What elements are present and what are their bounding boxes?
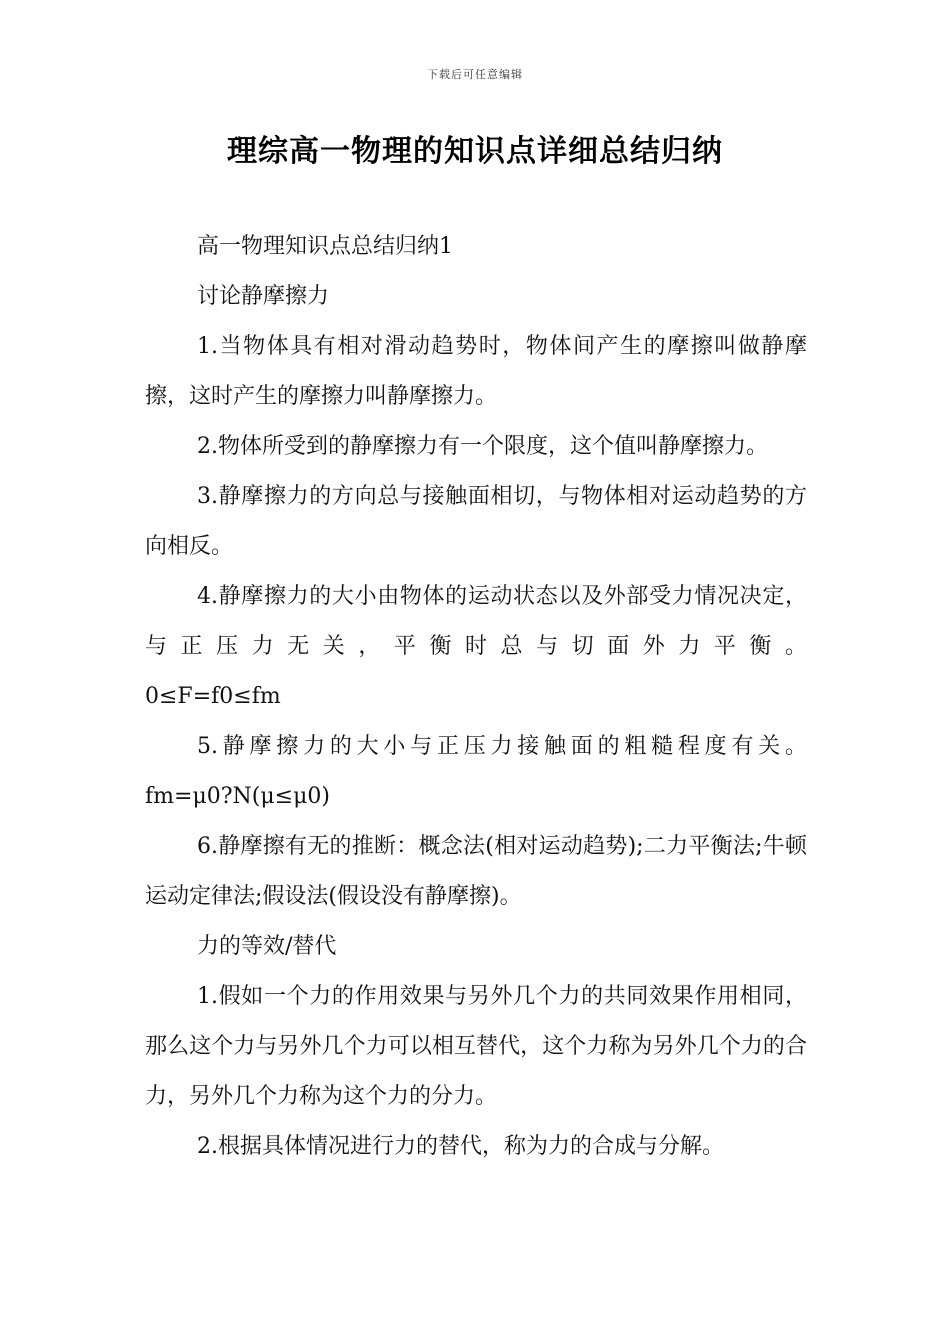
paragraph <box>145 572 807 672</box>
formula-line: fm=μ0?N(μ≤μ0) <box>145 784 330 809</box>
paragraph: 3.静摩擦力的方向总与接触面相切，与物体相对运动趋势的方向相反。 <box>145 484 807 559</box>
header-note: 下载后可任意编辑 <box>427 68 523 81</box>
paragraph <box>145 722 807 772</box>
paragraph: 6.静摩擦有无的推断：概念法(相对运动趋势);二力平衡法;牛顿运动定律法;假设法(假设没有静摩擦)。 <box>145 834 807 909</box>
section-heading: 高一物理知识点总结归纳1 <box>197 234 453 259</box>
paragraph-text: 4.静摩擦力的大小由物体的运动状态以及外部受力情况决定，与正压力无关，平衡时总与切面外力平衡。 <box>145 584 807 659</box>
paragraph: 1.当物体具有相对滑动趋势时，物体间产生的摩擦叫做静摩擦，这时产生的摩擦力叫静摩擦力。 <box>145 334 807 409</box>
paragraph: 1.假如一个力的作用效果与另外几个力的共同效果作用相同，那么这个力与另外几个力可以相互替代，这个力称为另外几个力的合力，另外几个力称为这个力的分力。 <box>145 984 807 1109</box>
subheading: 力的等效/替代 <box>197 934 337 959</box>
paragraph-text: 5.静摩擦力的大小与正压力接触面的粗糙程度有关。 <box>197 734 807 759</box>
paragraph: 2.物体所受到的静摩擦力有一个限度，这个值叫静摩擦力。 <box>197 434 768 459</box>
document-body <box>145 222 807 1172</box>
subheading: 讨论静摩擦力 <box>197 284 330 309</box>
formula-line: 0≤F=f0≤fm <box>145 684 281 709</box>
paragraph: 2.根据具体情况进行力的替代，称为力的合成与分解。 <box>197 1134 724 1159</box>
document-title: 理综高一物理的知识点详细总结归纳 <box>227 134 723 169</box>
